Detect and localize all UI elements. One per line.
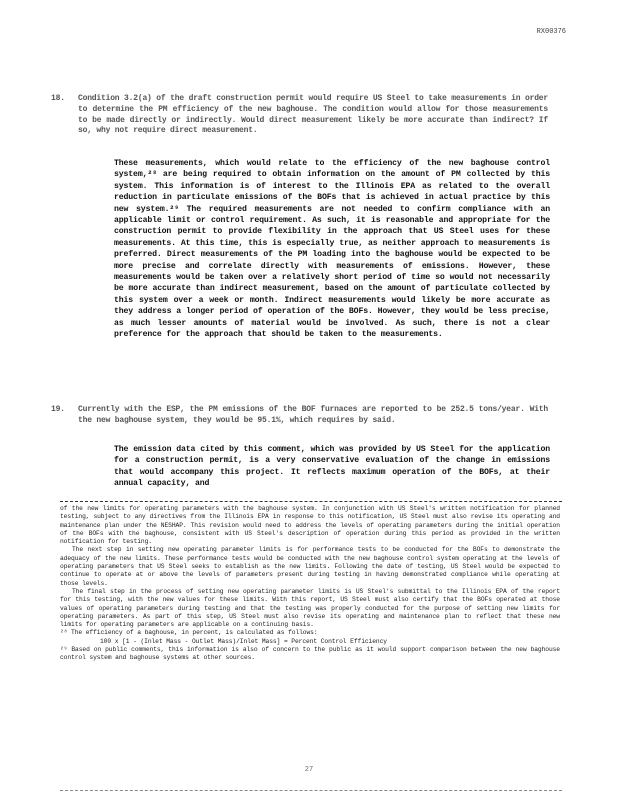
- comment-18: [51, 94, 548, 137]
- footnote-28: ²⁸ The efficiency of a baghouse, in percent, is calculated as follows:: [60, 629, 318, 637]
- response-19: The emission data cited by this comment, which was provided by US Steel for the application for a construction permit, is a very conservative evaluation of the change in emissions that would accompany this project. It reflects maximum operation of the BOFs, at their annual capacity, and: [114, 445, 550, 489]
- comment-19: [51, 405, 548, 427]
- comment-text: Currently with the ESP, the PM emissions of the BOF furnaces are reported to be 252.5 tons/year. With the new baghouse system, they would be 95.1%, which requires by said.: [78, 405, 548, 425]
- footnotes: [60, 505, 560, 663]
- footnote-separator: [60, 501, 562, 502]
- response-18: These measurements, which would relate to the efficiency of the new baghouse control system,²⁸ are being required to obtain information on the amount of PM collected by this system. This information is of interest to the Illinois EPA as related to the overall reduction in particulate emissions of the BOFs that is achieved in actual practice by this new system.²⁹ The required measurements are not needed to confirm compliance with an applicable limit or control requirement. As such, it is reasonable and appropriate for the construction permit to provide flexibility in the approach that US Steel uses for these measurements. At this time, this is especially true, as neither approach to measurements is preferred. Direct measurements of the PM loading into the baghouse would be expected to be more precise and correlate directly with measurements of emissions. However, these measurements would be taken over a relatively short period of time so would not necessarily be more accurate than indirect measurement, based on the amount of particulate collected by this system over a week or month. Indirect measurements would likely be more accurate as they address a longer period of operation of the BOFs. However, they would be less precise, as much lesser amounts of material would be involved. As such, there is not a clear preference for the approach that should be taken to the measurements.: [114, 159, 550, 340]
- bottom-border: [60, 790, 562, 791]
- footnote-formula: 100 x [1 - (Inlet Mass - Outlet Mass)/Inlet Mass] = Percent Control Efficiency: [100, 637, 387, 645]
- footnote-paragraph: The final step in the process of setting new operating parameter limits is US Steel's submittal to the Illinois EPA of the report for this testing, with the new values for these limits. With this report, US Steel must also certify that the BOFs operated at those values of operating parameters during testing and that the testing was properly conducted for the purpose of setting new limits for operating parameters. As part of this step, US Steel must also revise its operating and maintenance plan to reflect that these new limits for operating parameters are applicable on a continuing basis.: [60, 587, 560, 629]
- document-id: RX00376: [536, 28, 566, 36]
- page-number: 27: [304, 766, 314, 774]
- comment-text: Condition 3.2(a) of the draft construction permit would require US Steel to take measurements in order to determine the PM efficiency of the new baghouse. The condition would allow for those measurements to be made directly or indirectly. Would direct measurement likely be more accurate than indirect? If so, why not require direct measurement.: [78, 94, 548, 136]
- footnote-29: ²⁹ Based on public comments, this information is also of concern to the public as it would support comparison between the new baghouse control system and baghouse systems at other sources.: [60, 646, 560, 662]
- footnote-paragraph: The next step in setting new operating parameter limits is for performance tests to be conducted for the BOFs to demonstrate the adequacy of the new limits. These performance tests would be conducted with the new baghouse control system operating at the levels of operating parameters that US Steel seeks to establish as the new limits. Following the date of testing, US Steel would be expected to continue to operate at or above the levels of parameters present during testing in having demonstrated compliance while operating at those levels.: [60, 546, 560, 587]
- comment-number: 18.: [51, 94, 65, 103]
- comment-number: 19.: [51, 405, 65, 414]
- footnote-continued: of the new limits for operating parameters with the baghouse system. In conjunction with US Steel's written notification for planned testing, subject to any directives from the Illinois EPA in response to this notification, US Steel must also revise its operating and maintenance plan under the NESHAP. This revision would need to address the levels of operating parameters during the initial operation of the BOFs with the baghouse, consistent with US Steel's description of operation during this period as provided in the written notification for testing.: [60, 505, 560, 546]
